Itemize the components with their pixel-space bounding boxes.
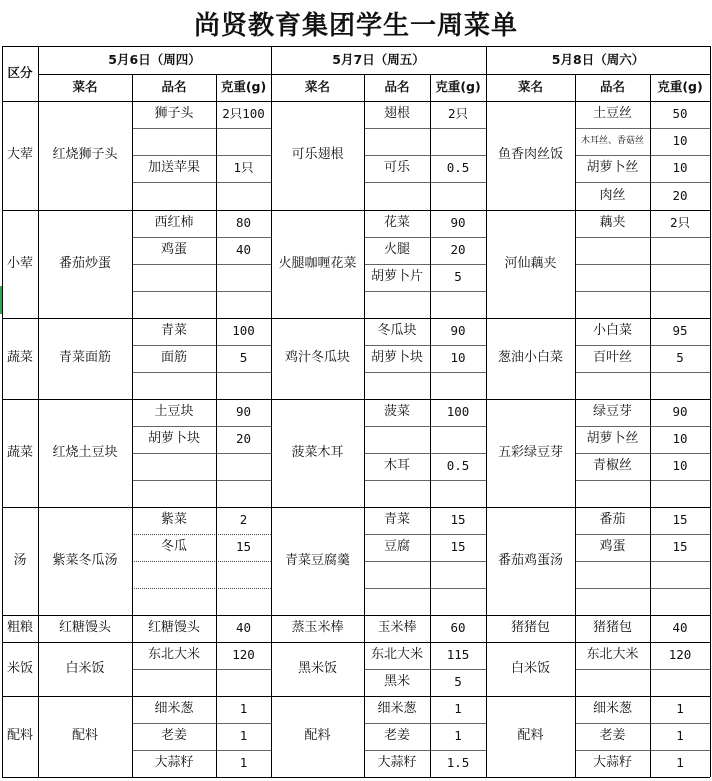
ingredient-name: 黑米 [383,674,410,690]
ingredient-weight [216,561,271,588]
ingredient-name [364,561,430,588]
dish-name: 番茄炒蛋 [58,255,111,271]
ingredient-name: 藕夹 [599,215,626,231]
ingredient-name [364,182,430,210]
ingredient-name [132,453,216,480]
ingredient-weight [216,291,271,318]
dish-column-header: 菜名 [72,79,98,95]
grid-line [575,723,710,724]
grid-line [216,74,217,777]
ingredient-name [132,480,216,507]
ingredient-name [132,182,216,210]
ingredient-name: 东北大米 [370,647,423,663]
ingredient-weight: 15 [235,539,252,555]
grid-line [38,46,39,777]
grid-line [132,588,271,589]
row-selection-marker [0,286,2,314]
grid-line [132,750,271,751]
ingredient-name: 番茄 [599,512,626,528]
ingredient-weight: 20 [672,187,688,203]
ingredient-weight: 1 [454,728,462,744]
dish-name: 葱油小白菜 [497,350,563,366]
grid-line [271,46,272,777]
dish-name: 白米饭 [65,660,105,676]
grid-line [132,372,271,373]
ingredient-weight: 1.5 [446,755,470,771]
dish-name: 河仙藕夹 [504,255,557,271]
grid-line [132,723,271,724]
ingredient-weight: 120 [668,647,692,663]
ingredient-weight: 100 [232,323,255,339]
ingredient-weight: 90 [450,323,466,339]
dish-name: 鸡汁冬瓜块 [284,350,350,366]
ingredient-weight [430,480,486,507]
ingredient-name: 东北大米 [586,647,639,663]
grid-line [364,128,486,129]
ingredient-weight [216,128,271,155]
ingredient-name [364,480,430,507]
grid-line [575,534,710,535]
grid-line [2,46,710,47]
ingredient-name [132,264,216,291]
grid-line [575,237,710,238]
ingredient-weight: 115 [446,647,470,663]
ingredient-name [575,264,650,291]
ingredient-name [364,291,430,318]
grid-line [132,534,271,535]
ingredient-weight: 10 [672,160,688,176]
ingredient-weight [216,480,271,507]
dish-name: 火腿咖喱花菜 [278,255,357,271]
ingredient-name: 菠菜 [383,404,410,420]
ingredient-weight [650,264,710,291]
ingredient-weight: 1 [676,755,684,771]
category-label: 粗粮 [6,620,33,636]
ingredient-name [364,426,430,453]
ingredient-name: 木耳 [383,458,410,474]
category-label: 大荤 [6,147,33,163]
ingredient-name: 花菜 [383,215,410,231]
grid-line [364,750,486,751]
ingredient-weight: 90 [450,215,466,231]
day-header: 5月8日（周六） [551,51,645,67]
ingredient-name [132,128,216,155]
ingredient-weight: 5 [454,269,462,285]
ingredient-name: 老姜 [383,728,410,744]
ingredient-weight: 2只 [447,106,469,122]
ingredient-name [364,372,430,399]
grid-line [364,534,486,535]
dish-name: 蒸玉米棒 [291,620,344,636]
grid-line [132,291,271,292]
ingredient-weight: 1 [239,755,248,771]
ingredient-weight [216,669,271,696]
ingredient-weight: 2只 [669,215,691,231]
grid-line [132,426,271,427]
dish-name: 紫菜冬瓜汤 [52,552,118,568]
ingredient-name: 胡萝卜块 [370,350,423,366]
dish-name: 白米饭 [510,660,550,676]
ingredient-name [364,128,430,155]
grid-line [575,453,710,454]
ingredient-name: 百叶丝 [592,350,632,366]
ingredient-name [575,291,650,318]
ingredient-weight [430,128,486,155]
ingredient-weight: 100 [446,404,470,420]
ingredient-weight [430,561,486,588]
dish-name: 配料 [517,728,544,744]
grid-line [575,426,710,427]
ingredient-name: 小白菜 [592,323,632,339]
weight-column-header: 克重(g) [220,79,267,95]
ingredient-weight [650,480,710,507]
grid-line [364,264,486,265]
ingredient-name: 老姜 [599,728,626,744]
dish-name: 配料 [304,728,331,744]
grid-line [2,777,710,778]
grid-line [364,561,486,562]
grid-line [575,291,710,292]
grid-line [364,723,486,724]
ingredient-name: 土豆丝 [592,106,632,122]
grid-line [575,345,710,346]
ingredient-weight: 40 [235,620,252,636]
dish-name: 五彩绿豆芽 [497,444,563,460]
ingredient-name: 青椒丝 [592,458,632,474]
grid-line [575,480,710,481]
ingredient-name: 加送苹果 [147,160,200,176]
ingredient-name: 胡萝卜丝 [586,431,639,447]
ingredient-name [575,480,650,507]
grid-line [132,669,271,670]
grid-line [364,182,486,183]
ingredient-weight [216,182,271,210]
ingredient-name: 狮子头 [154,106,194,122]
ingredient-weight [650,561,710,588]
ingredient-name: 大蒜籽 [377,755,417,771]
dish-name: 菠菜木耳 [291,444,344,460]
ingredient-name: 翅根 [383,106,410,122]
ingredient-weight [650,291,710,318]
ingredient-weight: 15 [450,512,466,528]
dish-name: 红烧土豆块 [52,444,118,460]
ingredient-weight [216,372,271,399]
ingredient-weight [650,588,710,615]
ingredient-name [132,291,216,318]
dish-column-header: 菜名 [517,79,543,95]
ingredient-name: 红糖馒头 [147,620,200,636]
page-title: 尚贤教育集团学生一周菜单 [193,10,518,41]
grid-line [430,74,431,777]
grid-line [2,46,3,777]
ingredient-name [132,588,216,615]
grid-line [575,182,710,183]
ingredient-weight: 20 [235,431,252,447]
ingredient-weight: 1 [454,701,462,717]
grid-line [575,750,710,751]
ingredient-weight: 20 [450,242,466,258]
grid-line [132,453,271,454]
ingredient-name: 青菜 [160,323,187,339]
ingredient-name: 大蒜籽 [592,755,632,771]
grid-line [650,74,651,777]
grid-line [364,345,486,346]
ingredient-weight: 40 [235,242,252,258]
ingredient-weight [216,453,271,480]
dish-column-header: 菜名 [304,79,330,95]
ingredient-weight [650,372,710,399]
grid-line [575,372,710,373]
grid-line [364,372,486,373]
ingredient-weight: 60 [450,620,466,636]
ingredient-name: 火腿 [383,242,410,258]
grid-line [364,480,486,481]
ingredient-name: 老姜 [160,728,187,744]
ingredient-name: 细米葱 [377,701,417,717]
dish-name: 黑米饭 [297,660,337,676]
ingredient-weight: 2 [239,512,248,528]
grid-line [38,74,710,75]
category-label: 配料 [6,728,33,744]
ingredient-name: 细米葱 [154,701,194,717]
category-label: 蔬菜 [6,444,33,460]
ingredient-weight: 15 [672,539,688,555]
item-column-header: 品名 [161,79,187,95]
ingredient-weight: 5 [239,350,248,366]
ingredient-weight: 10 [672,458,688,474]
ingredient-weight: 120 [232,647,255,663]
grid-line [364,453,486,454]
category-label: 米饭 [6,660,33,676]
grid-line [575,561,710,562]
grid-line [364,426,486,427]
ingredient-weight: 10 [450,350,466,366]
ingredient-name [575,561,650,588]
grid-line [364,291,486,292]
grid-line [575,588,710,589]
ingredient-name [575,372,650,399]
ingredient-weight: 10 [672,133,688,149]
ingredient-weight: 10 [672,431,688,447]
grid-line [364,237,486,238]
grid-line [132,480,271,481]
grid-line [364,669,486,670]
ingredient-weight: 1 [239,701,248,717]
grid-line [575,128,710,129]
grid-line [132,128,271,129]
region-header: 区分 [7,65,33,81]
item-column-header: 品名 [384,79,410,95]
grid-line [486,46,487,777]
ingredient-weight [650,237,710,264]
ingredient-weight [216,264,271,291]
ingredient-name: 大蒜籽 [154,755,194,771]
grid-line [132,264,271,265]
ingredient-name [132,561,216,588]
category-label: 蔬菜 [6,350,33,366]
weight-column-header: 克重(g) [657,79,703,95]
dish-name: 鱼香肉丝饭 [497,147,563,163]
ingredient-name: 胡萝卜块 [147,431,200,447]
grid-line [132,237,271,238]
ingredient-weight: 50 [672,106,688,122]
ingredient-name: 鸡蛋 [160,242,187,258]
ingredient-name: 豆腐 [383,539,410,555]
ingredient-name [132,372,216,399]
ingredient-name [132,669,216,696]
ingredient-weight: 5 [454,674,462,690]
grid-line [132,155,271,156]
ingredient-weight: 1 [676,701,684,717]
ingredient-weight: 1只 [233,160,254,176]
ingredient-name: 冬瓜 [160,539,187,555]
ingredient-weight: 5 [676,350,684,366]
grid-line [575,669,710,670]
ingredient-weight: 0.5 [446,160,470,176]
grid-line [364,155,486,156]
ingredient-name: 可乐 [383,160,410,176]
ingredient-name: 面筋 [160,350,187,366]
ingredient-weight [430,291,486,318]
grid-line [132,345,271,346]
ingredient-name: 胡萝卜丝 [586,160,639,176]
grid-line [710,46,711,777]
ingredient-weight [430,372,486,399]
grid-line [575,264,710,265]
ingredient-weight: 1 [239,728,248,744]
ingredient-weight: 15 [672,512,688,528]
ingredient-weight: 2只100 [222,106,265,122]
dish-name: 可乐翅根 [291,147,344,163]
ingredient-weight: 40 [672,620,688,636]
ingredient-weight [650,669,710,696]
grid-line [132,182,271,183]
category-label: 汤 [13,552,27,568]
day-header: 5月6日（周四） [108,51,201,67]
ingredient-name: 青菜 [383,512,410,528]
ingredient-weight [430,182,486,210]
grid-line [132,74,133,777]
ingredient-weight: 95 [672,323,688,339]
dish-name: 红烧狮子头 [52,147,118,163]
grid-line [575,155,710,156]
ingredient-weight [430,588,486,615]
ingredient-name: 肉丝 [599,187,626,203]
ingredient-name [575,588,650,615]
category-label: 小荤 [6,255,33,271]
ingredient-weight [216,588,271,615]
ingredient-name: 东北大米 [147,647,200,663]
dish-name: 猪猪包 [510,620,550,636]
grid-line [364,588,486,589]
ingredient-name: 冬瓜块 [377,323,417,339]
ingredient-name: 细米葱 [592,701,632,717]
ingredient-name: 玉米棒 [377,620,417,636]
grid-line [364,74,365,777]
day-header: 5月7日（周五） [332,51,425,67]
ingredient-weight: 1 [676,728,684,744]
ingredient-name: 土豆块 [154,404,194,420]
ingredient-name [364,588,430,615]
ingredient-name: 猪猪包 [592,620,632,636]
ingredient-name: 木耳丝、香菇丝 [580,135,644,146]
ingredient-name: 绿豆芽 [592,404,632,420]
ingredient-weight: 90 [235,404,252,420]
dish-name: 配料 [71,728,98,744]
ingredient-weight [430,426,486,453]
grid-line [575,74,576,777]
ingredient-weight: 0.5 [446,458,470,474]
ingredient-name: 鸡蛋 [599,539,626,555]
item-column-header: 品名 [599,79,625,95]
ingredient-weight: 90 [672,404,688,420]
dish-name: 红糖馒头 [58,620,111,636]
ingredient-weight: 80 [235,215,252,231]
grid-line [132,561,271,562]
dish-name: 番茄鸡蛋汤 [497,552,563,568]
grid-line [2,101,710,102]
dish-name: 青菜面筋 [58,350,111,366]
ingredient-name: 西红柿 [154,215,194,231]
ingredient-name [575,669,650,696]
ingredient-weight: 15 [450,539,466,555]
ingredient-name [575,237,650,264]
ingredient-name: 紫菜 [160,512,187,528]
weight-column-header: 克重(g) [435,79,481,95]
ingredient-name: 胡萝卜片 [370,269,423,285]
dish-name: 青菜豆腐羹 [284,552,350,568]
